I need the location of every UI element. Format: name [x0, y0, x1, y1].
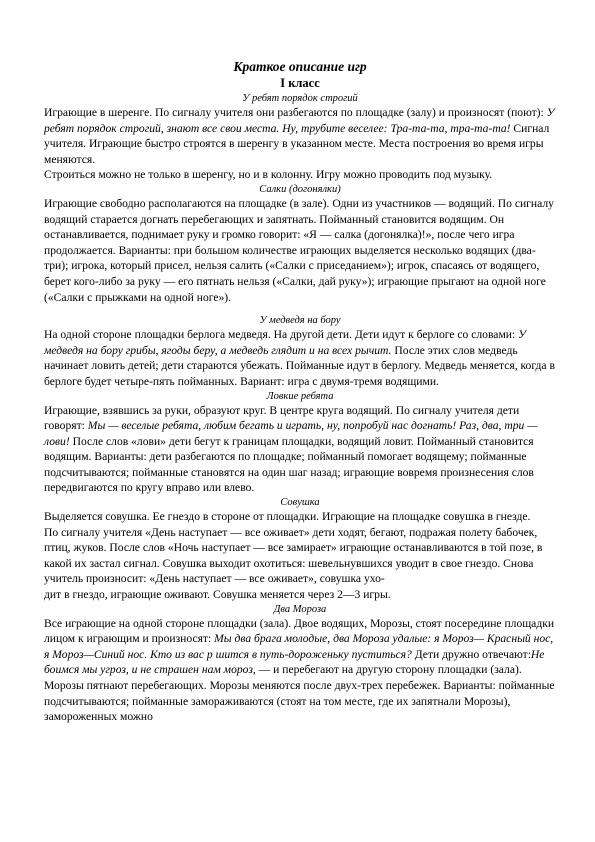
grade-heading: I класс [280, 76, 320, 90]
spoken-verse: У ребят порядок строгий, знают все свои места. Ну, трубите веселее: Тра-та-та, тра-та-та! [44, 106, 555, 135]
games-list [44, 92, 556, 725]
game-paragraph [44, 167, 556, 183]
paragraph-text: Строиться можно не только в шеренгу, но и в колонну. Игру можно проводить под музыку. [44, 168, 493, 182]
game-paragraph [44, 196, 556, 305]
paragraph-text: По сигналу учителя «День наступает — все оживает» дети ходят, бегают, подражая полету бабочек, птиц, жуков. После слов «Ночь наступает — все замирает» играющие останавливаются в той позе, в какой их застал сигнал. Совушка выходит охотиться: шевельнувшихся уводит в свое гнездо. Снова учитель произносит: «День наступает — все оживает», совушка ухо- [44, 525, 543, 586]
game-section [44, 496, 556, 603]
paragraph-text: На одной стороне площадки берлога медведя. На другой дети. Дети идут к берлоге со словами: [44, 328, 519, 342]
paragraph-text: После этих слов медведь начинает ловить детей; дети стараются убежать. Пойманные идут в берлогу. Медведь меняется, когда в берлоге будет четыре-пять пойманных. Вариант: игра с двумя-тремя водящими. [44, 343, 555, 388]
game-paragraph [44, 525, 556, 587]
document-title: Краткое описание игр [233, 59, 367, 74]
paragraph-text: Выделяется совушка. Ее гнездо в стороне от площадки. Играющие на площадке совушка в гнезде. [44, 510, 531, 524]
paragraph-text: Играющие в шеренге. По сигналу учителя они разбегаются по площадке (залу) и произносят (поют): [44, 106, 547, 119]
paragraph-text: Играющие, взявшись за руки, образуют круг. В центре круга водящий. По сигналу учителя дети говорят: [44, 403, 520, 433]
spoken-verse: Мы — веселые ребята, любим бегать и играть, ну, попробуй нас догнать! Раз, два, три — лови! [44, 419, 538, 448]
game-section [44, 314, 556, 389]
game-heading: Два Мороза [273, 603, 327, 615]
game-heading: Совушка [280, 497, 320, 509]
game-section [44, 92, 556, 183]
game-paragraph [44, 403, 556, 497]
spoken-verse: Не боимся мы угроз, и не страшен нам мороз, [44, 647, 545, 677]
game-paragraph [44, 616, 556, 725]
game-paragraph [44, 587, 556, 603]
game-section [44, 183, 556, 305]
document-body [44, 58, 556, 725]
game-section [44, 603, 556, 725]
paragraph-text: — и перебегают на другую сторону площадки (зала). Морозы пятнают перебегающих. Морозы меняются после двух-трех перебежек. Варианты: пойманные подсчитываются; пойманные замораживаются (стоят на том месте, где их запятнали Морозы), замороженных можно [44, 663, 555, 724]
game-heading: У ребят порядок строгий [242, 93, 358, 104]
game-paragraph [44, 105, 556, 167]
paragraph-text: После слов «лови» дети бегут к границам площадки, водящий ловит. Пойманный становится водящим. Варианты: дети разбегаются по площадке; пойманный помогает водящему; пойманные подсчитываются; пойманные становятся на один шаг назад; играющие вовремя произнесения слов передвигаются по кругу вправо или влево. [44, 434, 534, 495]
paragraph-text: Сигнал учителя. Играющие быстро строятся в шеренгу в указанном месте. Места построения во время игры меняются. [44, 121, 550, 166]
paragraph-text: Все играющие на одной стороне площадки (зала). Двое водящих, Морозы, стоят посередине площадки лицом к играющим и произносят: [44, 616, 555, 646]
game-paragraph [44, 509, 556, 525]
game-heading: Ловкие ребята [266, 390, 334, 402]
spoken-verse: У медведя на бору грибы, ягоды беру, а медведь глядит и на всех рычит. [44, 328, 526, 357]
paragraph-text: Играющие свободно располагаются на площадке (в зале). Одни из участников — водящий. По сигналу водящий старается догнать перебегающих и запятнать. Пойманный становится водящим. Он останавливается, поднимает руку и громко говорит: «Я — салка (догонялка)!», после чего игра продолжается. Варианты: при большом количестве играющих выделяется несколько водящих (два-три); игрока, который присел, нельзя салить («Салки с приседанием»); игрок, спасаясь от водящего, берет кого-либо за руку — его пятнать нельзя («Салки, дай руку»); играющие прыгают на одной ноге («Салки с прыжками на одной ноге»). [44, 196, 554, 304]
game-heading: Салки (догонялки) [259, 183, 341, 195]
paragraph-text: дит в гнездо, играющие оживают. Совушка меняется через 2—3 игры. [44, 588, 391, 602]
game-heading: У медведя на бору [259, 315, 341, 327]
paragraph-text: Дети дружно отвечают: [411, 647, 531, 661]
game-paragraph [44, 327, 556, 389]
spoken-verse: Мы два брага молодые, два Мороза удалые: я Мороз— Красный нос, я Мороз—Синий нос. Кто из вас р шится в путь-дороженьку пуститься? [44, 632, 554, 661]
game-section [44, 390, 556, 497]
